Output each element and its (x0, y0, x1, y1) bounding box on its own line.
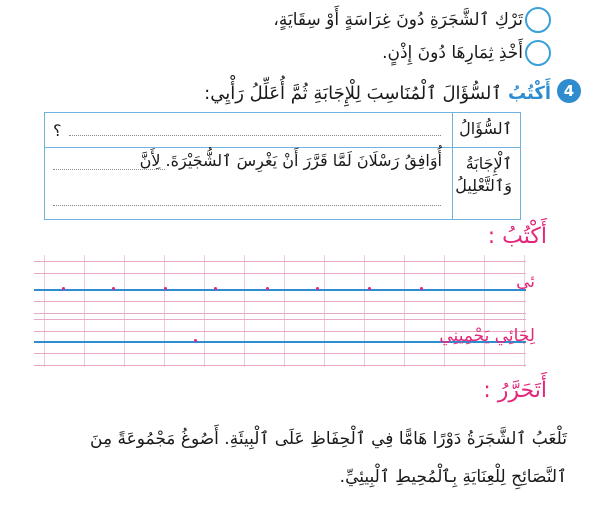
answer-text: أُوَافِقُ رَسْلَانَ لَمَّا قَرَّرَ أَنْ يَغْرِسَ ٱلشُّجَيْرَةَ. لِأَنَّ (139, 151, 442, 170)
question-mark: ؟ (53, 121, 62, 140)
write-line-1-text: ئى (516, 272, 535, 292)
qa-question-row (45, 113, 520, 148)
liberate-section-title: أَتَحَرَّرُ : (483, 378, 547, 403)
option-row-2 (382, 38, 523, 68)
qa-column-divider (452, 113, 453, 219)
option-row-1 (273, 4, 523, 34)
write-line-2-text: لِجَائِي يَحْمِينِي (439, 326, 535, 346)
question-label: ٱلسُّؤَالُ (459, 119, 512, 138)
question-answer-line[interactable] (69, 135, 441, 136)
exercise-number-badge: 4 (557, 79, 581, 103)
exercise-verb: أَكْتُبُ (507, 82, 551, 104)
qa-table (44, 112, 521, 220)
option-radio-2[interactable] (525, 40, 551, 66)
answer-label-line2: وَٱلتَّعْلِيلُ (455, 176, 512, 195)
answer-label (455, 153, 512, 197)
writing-lines[interactable] (34, 255, 526, 367)
answer-label-line1: ٱلْإِجَابَةُ (465, 154, 512, 173)
answer-line-1[interactable] (53, 169, 165, 170)
option-text-1: تَرْكِ ٱلشَّجَرَةِ دُونَ غِرَاسَةٍ أَوْ سِقَايَةٍ، (273, 9, 523, 30)
answer-line-2[interactable] (53, 205, 441, 206)
write-section-title: أَكْتُبُ : (487, 224, 547, 249)
exercise-instruction-text: ٱلسُّؤَالَ ٱلْمُنَاسِبَ لِلْإِجَابَةِ ثُمَّ أُعَلِّلُ رَأْيِي: (204, 82, 502, 104)
paragraph-line-1: تَلْعَبُ ٱلشَّجَرَةُ دَوْرًا هَامًّا فِي ٱلْحِفَاظِ عَلَى ٱلْبِيئَةِ. أَصُوغُ مَجْمُوعَةً مِنَ (90, 429, 567, 449)
option-text-2: أَخْذِ ثِمَارِهَا دُونَ إِذْنٍ. (382, 43, 523, 63)
exercise-4-instruction (204, 78, 551, 108)
paragraph-line-2: ٱلنَّصَائِحِ لِلْعِنَايَةِ بِٱلْمُحِيطِ ٱلْبِيئِيِّ. (339, 467, 567, 487)
liberate-paragraph (27, 420, 567, 496)
option-radio-1[interactable] (525, 7, 551, 33)
